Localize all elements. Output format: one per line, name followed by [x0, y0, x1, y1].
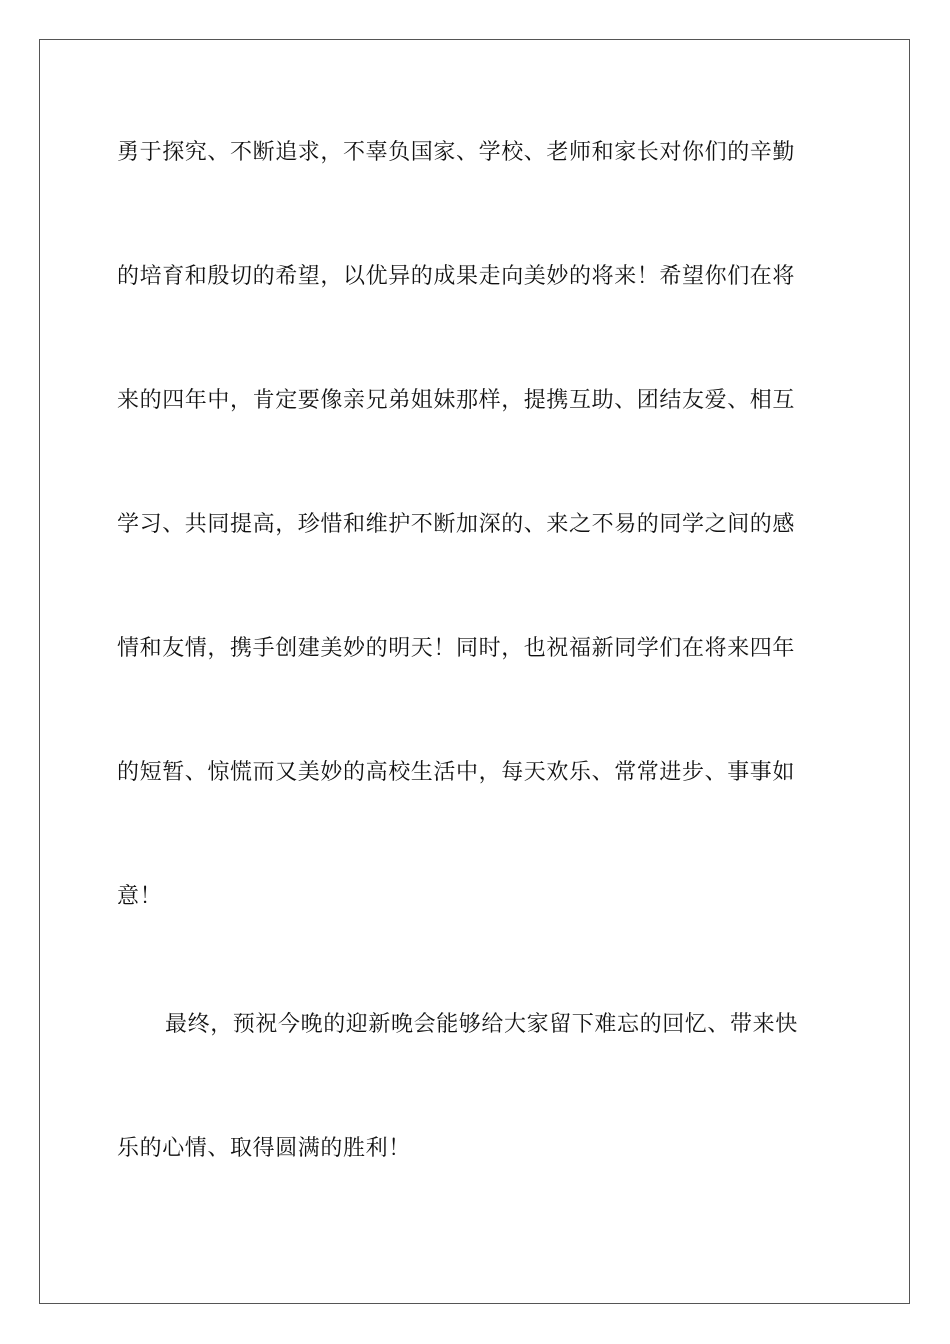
text-line-4: 学习、共同提高，珍惜和维护不断加深的、来之不易的同学之间的感	[117, 512, 796, 537]
text-line-6: 的短暂、惊慌而又美妙的高校生活中，每天欢乐、常常进步、事事如	[117, 760, 796, 785]
text-line-9: 乐的心情、取得圆满的胜利！	[117, 1136, 411, 1161]
text-line-1: 勇于探究、不断追求，不辜负国家、学校、老师和家长对你们的辛勤	[117, 140, 796, 165]
text-line-7: 意！	[117, 884, 163, 909]
text-line-5: 情和友情，携手创建美妙的明天！同时，也祝福新同学们在将来四年	[117, 636, 796, 661]
text-line-2: 的培育和殷切的希望，以优异的成果走向美妙的将来！希望你们在将	[117, 264, 796, 289]
page-border	[39, 39, 910, 1304]
text-line-3: 来的四年中，肯定要像亲兄弟姐妹那样，提携互助、团结友爱、相互	[117, 388, 796, 413]
text-line-8: 最终，预祝今晚的迎新晚会能够给大家留下难忘的回忆、带来快	[165, 1012, 798, 1037]
